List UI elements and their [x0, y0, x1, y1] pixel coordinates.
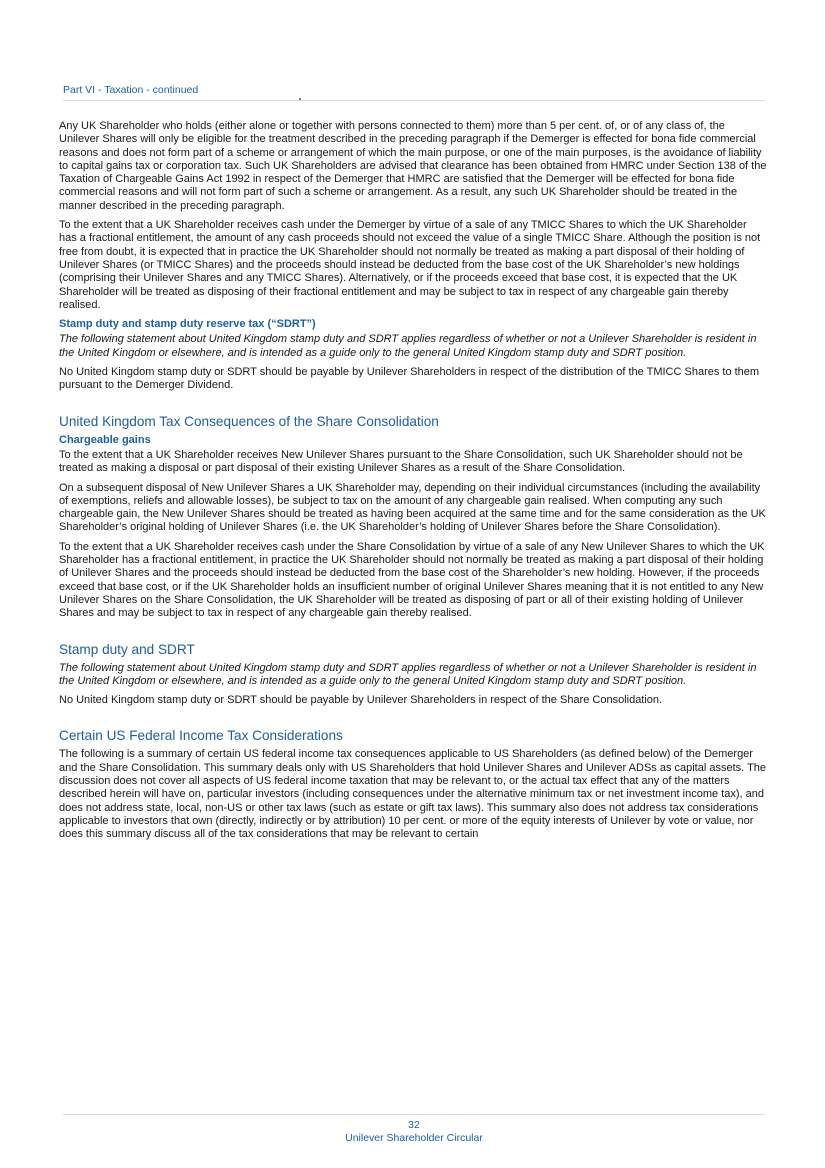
subheading-chargeable-gains: Chargeable gains [59, 433, 151, 446]
page-header [63, 80, 765, 101]
section-heading-stamp-duty-sdrt: Stamp duty and SDRT [59, 641, 195, 657]
page-body [59, 120, 767, 847]
paragraph: To the extent that a UK Shareholder receives cash under the Demerger by virtue of a sale of any TMICC Shares to which the UK Shareholder has a fractional entitlement, the amount of any cash proceeds should not exceed the value of a single TMICC Share. Although the position is not free from doubt, it is expected that in practice the UK Shareholder should not normally be treated as making a part disposal of their holding of Unilever Shares (or TMICC Shares) and the proceeds should instead be deducted from the base cost of the UK Shareholder’s new holdings (comprising their Unilever Shares and any TMICC Shares). Alternatively, or if the proceeds exceed that base cost, it is expected that the UK Shareholder will be treated as disposing of their fractional entitlement and may be subject to tax in respect of any chargeable gain thereby realised. [59, 219, 761, 311]
paragraph: Any UK Shareholder who holds (either alone or together with persons connected to them) more than 5 per cent. of, or of any class of, the Unilever Shares will only be eligible for the treatment described in the preceding paragraph if the Demerger is effected for bona fide commercial reasons and does not form part of a scheme or arrangement of which the main purpose, or one of the main purposes, is the avoidance of liability to capital gains tax or corporation tax. Such UK Shareholders are advised that clearance has been obtained from HMRC under Section 138 of the Taxation of Chargeable Gains Act 1992 in respect of the Demerger that HMRC are satisfied that the Demerger will be effected for bona fide commercial reasons and will not form part of such a scheme or arrangement. As a result, any such UK Shareholder should be treated in the manner described in the preceding paragraph. [59, 120, 767, 212]
paragraph: On a subsequent disposal of New Unilever Shares a UK Shareholder may, depending on their individual circumstances (including the availability of exemptions, reliefs and allowable losses), be subject to tax on the amount of any chargeable gain realised. When computing any such chargeable gain, the New Unilever Shares should be treated as having been acquired at the same time and for the same consideration as the UK Shareholder’s original holding of Unilever Shares (i.e. the UK Shareholder’s holding of Unilever Shares before the Share Consolidation). [59, 481, 766, 534]
stray-mark [299, 98, 301, 100]
section-heading-share-consolidation: United Kingdom Tax Consequences of the Share Consolidation [59, 413, 439, 429]
running-header: Part VI - Taxation - continued [63, 84, 199, 96]
page-footer [63, 1114, 765, 1145]
paragraph: No United Kingdom stamp duty or SDRT should be payable by Unilever Shareholders in respect of the distribution of the TMICC Shares to them pursuant to the Demerger Dividend. [59, 366, 760, 392]
section-heading-us-tax: Certain US Federal Income Tax Considerations [59, 728, 343, 744]
italic-paragraph: The following statement about United Kingdom stamp duty and SDRT applies regardless of whether or not a Unilever Shareholder is resident in the United Kingdom or elsewhere, and is intended as a guide only to the general United Kingdom stamp duty and SDRT position. [59, 661, 757, 687]
paragraph: No United Kingdom stamp duty or SDRT should be payable by Unilever Shareholders in respect of the Share Consolidation. [59, 694, 663, 707]
italic-paragraph: The following statement about United Kingdom stamp duty and SDRT applies regardless of whether or not a Unilever Shareholder is resident in the United Kingdom or elsewhere, and is intended as a guide only to the general United Kingdom stamp duty and SDRT position. [59, 333, 757, 359]
paragraph: The following is a summary of certain US federal income tax consequences applicable to US Shareholders (as defined below) of the Demerger and the Share Consolidation. This summary deals only with US Shareholders that hold Unilever Shares and Unilever ADSs as capital assets. The discussion does not cover all aspects of US federal income taxation that may be relevant to, or the actual tax effect that any of the matters described herein will have on, particular investors (including consequences under the alternative minimum tax or net investment income tax), and does not address state, local, non-US or other tax laws (such as estate or gift tax laws). This summary also does not address tax considerations applicable to investors that own (directly, indirectly or by attribution) 10 per cent. or more of the equity interests of Unilever by vote or value, nor does this summary discuss all of the tax considerations that may be relevant to certain [59, 748, 767, 841]
subheading-stamp-duty: Stamp duty and stamp duty reserve tax (“SDRT”) [59, 318, 316, 331]
document-title: Unilever Shareholder Circular [345, 1132, 483, 1144]
paragraph: To the extent that a UK Shareholder receives cash under the Share Consolidation by virtue of a sale of any New Unilever Shares to which the UK Shareholder has a fractional entitlement, in practice the UK Shareholder should not normally be treated as making a part disposal of their holding of Unilever Shares and the proceeds should instead be deducted from the base cost of the Shareholder’s new holding. However, if the proceeds exceed that base cost, or if the UK Shareholder holds an insufficient number of original Unilever Shares meaning that it is not entitled to any New Unilever Shares on the Share Consolidation, the UK Shareholder will be treated as disposing of part or all of their existing holding of Unilever Shares and may be subject to tax in respect of any chargeable gain thereby realised. [59, 540, 765, 620]
page-number: 32 [408, 1119, 420, 1131]
paragraph: To the extent that a UK Shareholder receives New Unilever Shares pursuant to the Share Consolidation, such UK Shareholder should not be treated as making a disposal or part disposal of their existing Unilever Shares as a result of the Share Consolidation. [59, 448, 743, 475]
